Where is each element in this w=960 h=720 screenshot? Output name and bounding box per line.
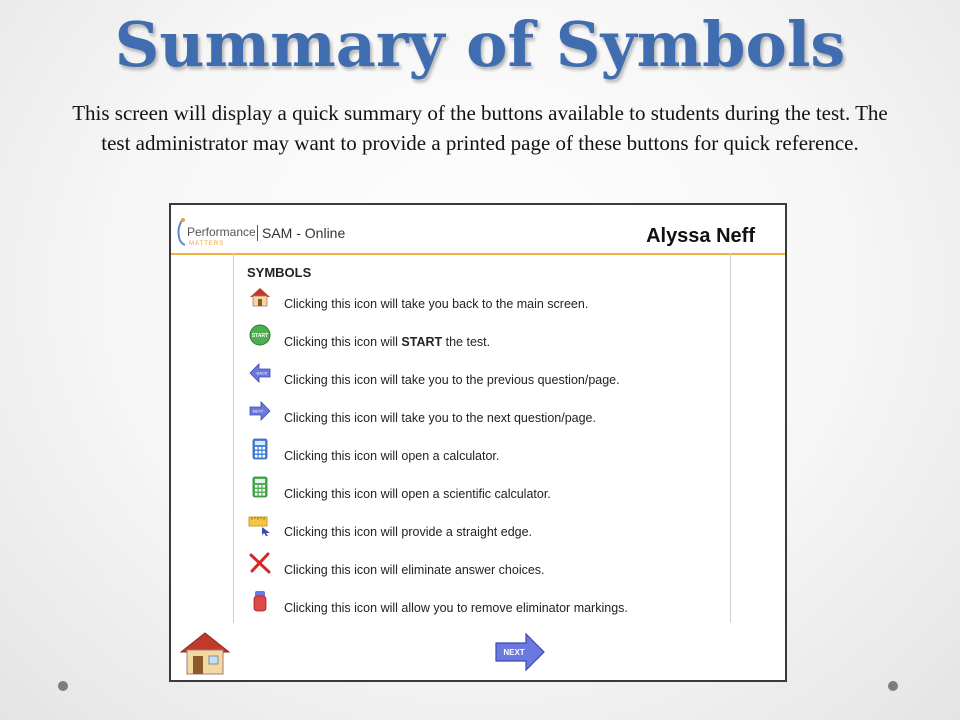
- logo-subtext: MATTERS: [189, 241, 225, 247]
- symbol-text: Clicking this icon will take you back to the main screen.: [284, 297, 589, 311]
- start-icon-label: START: [251, 333, 269, 339]
- symbol-text: Clicking this icon will open a scientific calculator.: [284, 487, 551, 501]
- straight-edge-icon: [248, 513, 272, 537]
- symbol-text: Clicking this icon will open a calculator.: [284, 449, 500, 463]
- app-screenshot: [169, 203, 787, 682]
- symbol-row-eliminate: [248, 551, 728, 587]
- symbol-row-eraser: [248, 589, 728, 625]
- user-name: Alyssa Neff: [646, 225, 755, 247]
- back-arrow-icon: [248, 361, 272, 385]
- home-icon: [248, 285, 272, 309]
- start-icon: [248, 323, 272, 347]
- scientific-calculator-icon: [248, 475, 272, 499]
- eliminate-icon: [248, 551, 272, 575]
- symbol-row-back: [248, 361, 728, 397]
- symbol-text: Clicking this icon will take you to the next question/page.: [284, 411, 596, 425]
- symbol-row-straight-edge: [248, 513, 728, 549]
- symbol-text-bold: START: [401, 335, 443, 349]
- calculator-icon: [248, 437, 272, 461]
- symbol-text-before: Clicking this icon will: [284, 335, 402, 349]
- symbol-row-calculator: [248, 437, 728, 473]
- logo-text: Performance: [187, 225, 256, 239]
- slide-bullet-right: [888, 681, 898, 691]
- app-name: SAM - Online: [257, 225, 345, 241]
- performance-matters-logo: [175, 215, 257, 251]
- eraser-icon: [248, 589, 272, 613]
- app-header: [171, 205, 785, 255]
- home-button[interactable]: [179, 630, 231, 676]
- slide-description: This screen will display a quick summary of the buttons available to students during the test. The test administrator may want to provide a printed page of these buttons for quick reference.: [72, 101, 888, 155]
- symbols-heading: SYMBOLS: [247, 265, 312, 280]
- next-arrow-icon: [248, 399, 272, 423]
- slide-bullet-left: [58, 681, 68, 691]
- symbol-text: Clicking this icon will provide a straight edge.: [284, 525, 533, 539]
- symbol-text: Clicking this icon will take you to the previous question/page.: [284, 373, 620, 387]
- back-icon-label: BACK: [256, 370, 268, 376]
- symbol-text: Clicking this icon will eliminate answer choices.: [284, 563, 545, 577]
- symbol-row-next: [248, 399, 728, 435]
- next-icon-label: NEXT: [252, 408, 264, 414]
- slide-title: Summary of Symbols: [114, 8, 846, 81]
- symbols-panel: [233, 253, 731, 623]
- symbol-row-home: [248, 285, 728, 321]
- symbol-text: Clicking this icon will allow you to remove eliminator markings.: [284, 601, 628, 615]
- symbol-text-after: the test.: [442, 335, 491, 349]
- next-button[interactable]: [494, 630, 546, 676]
- symbol-row-scientific-calculator: [248, 475, 728, 511]
- symbol-row-start: [248, 323, 728, 359]
- symbol-text: [284, 335, 490, 349]
- next-button-label: NEXT: [503, 648, 525, 657]
